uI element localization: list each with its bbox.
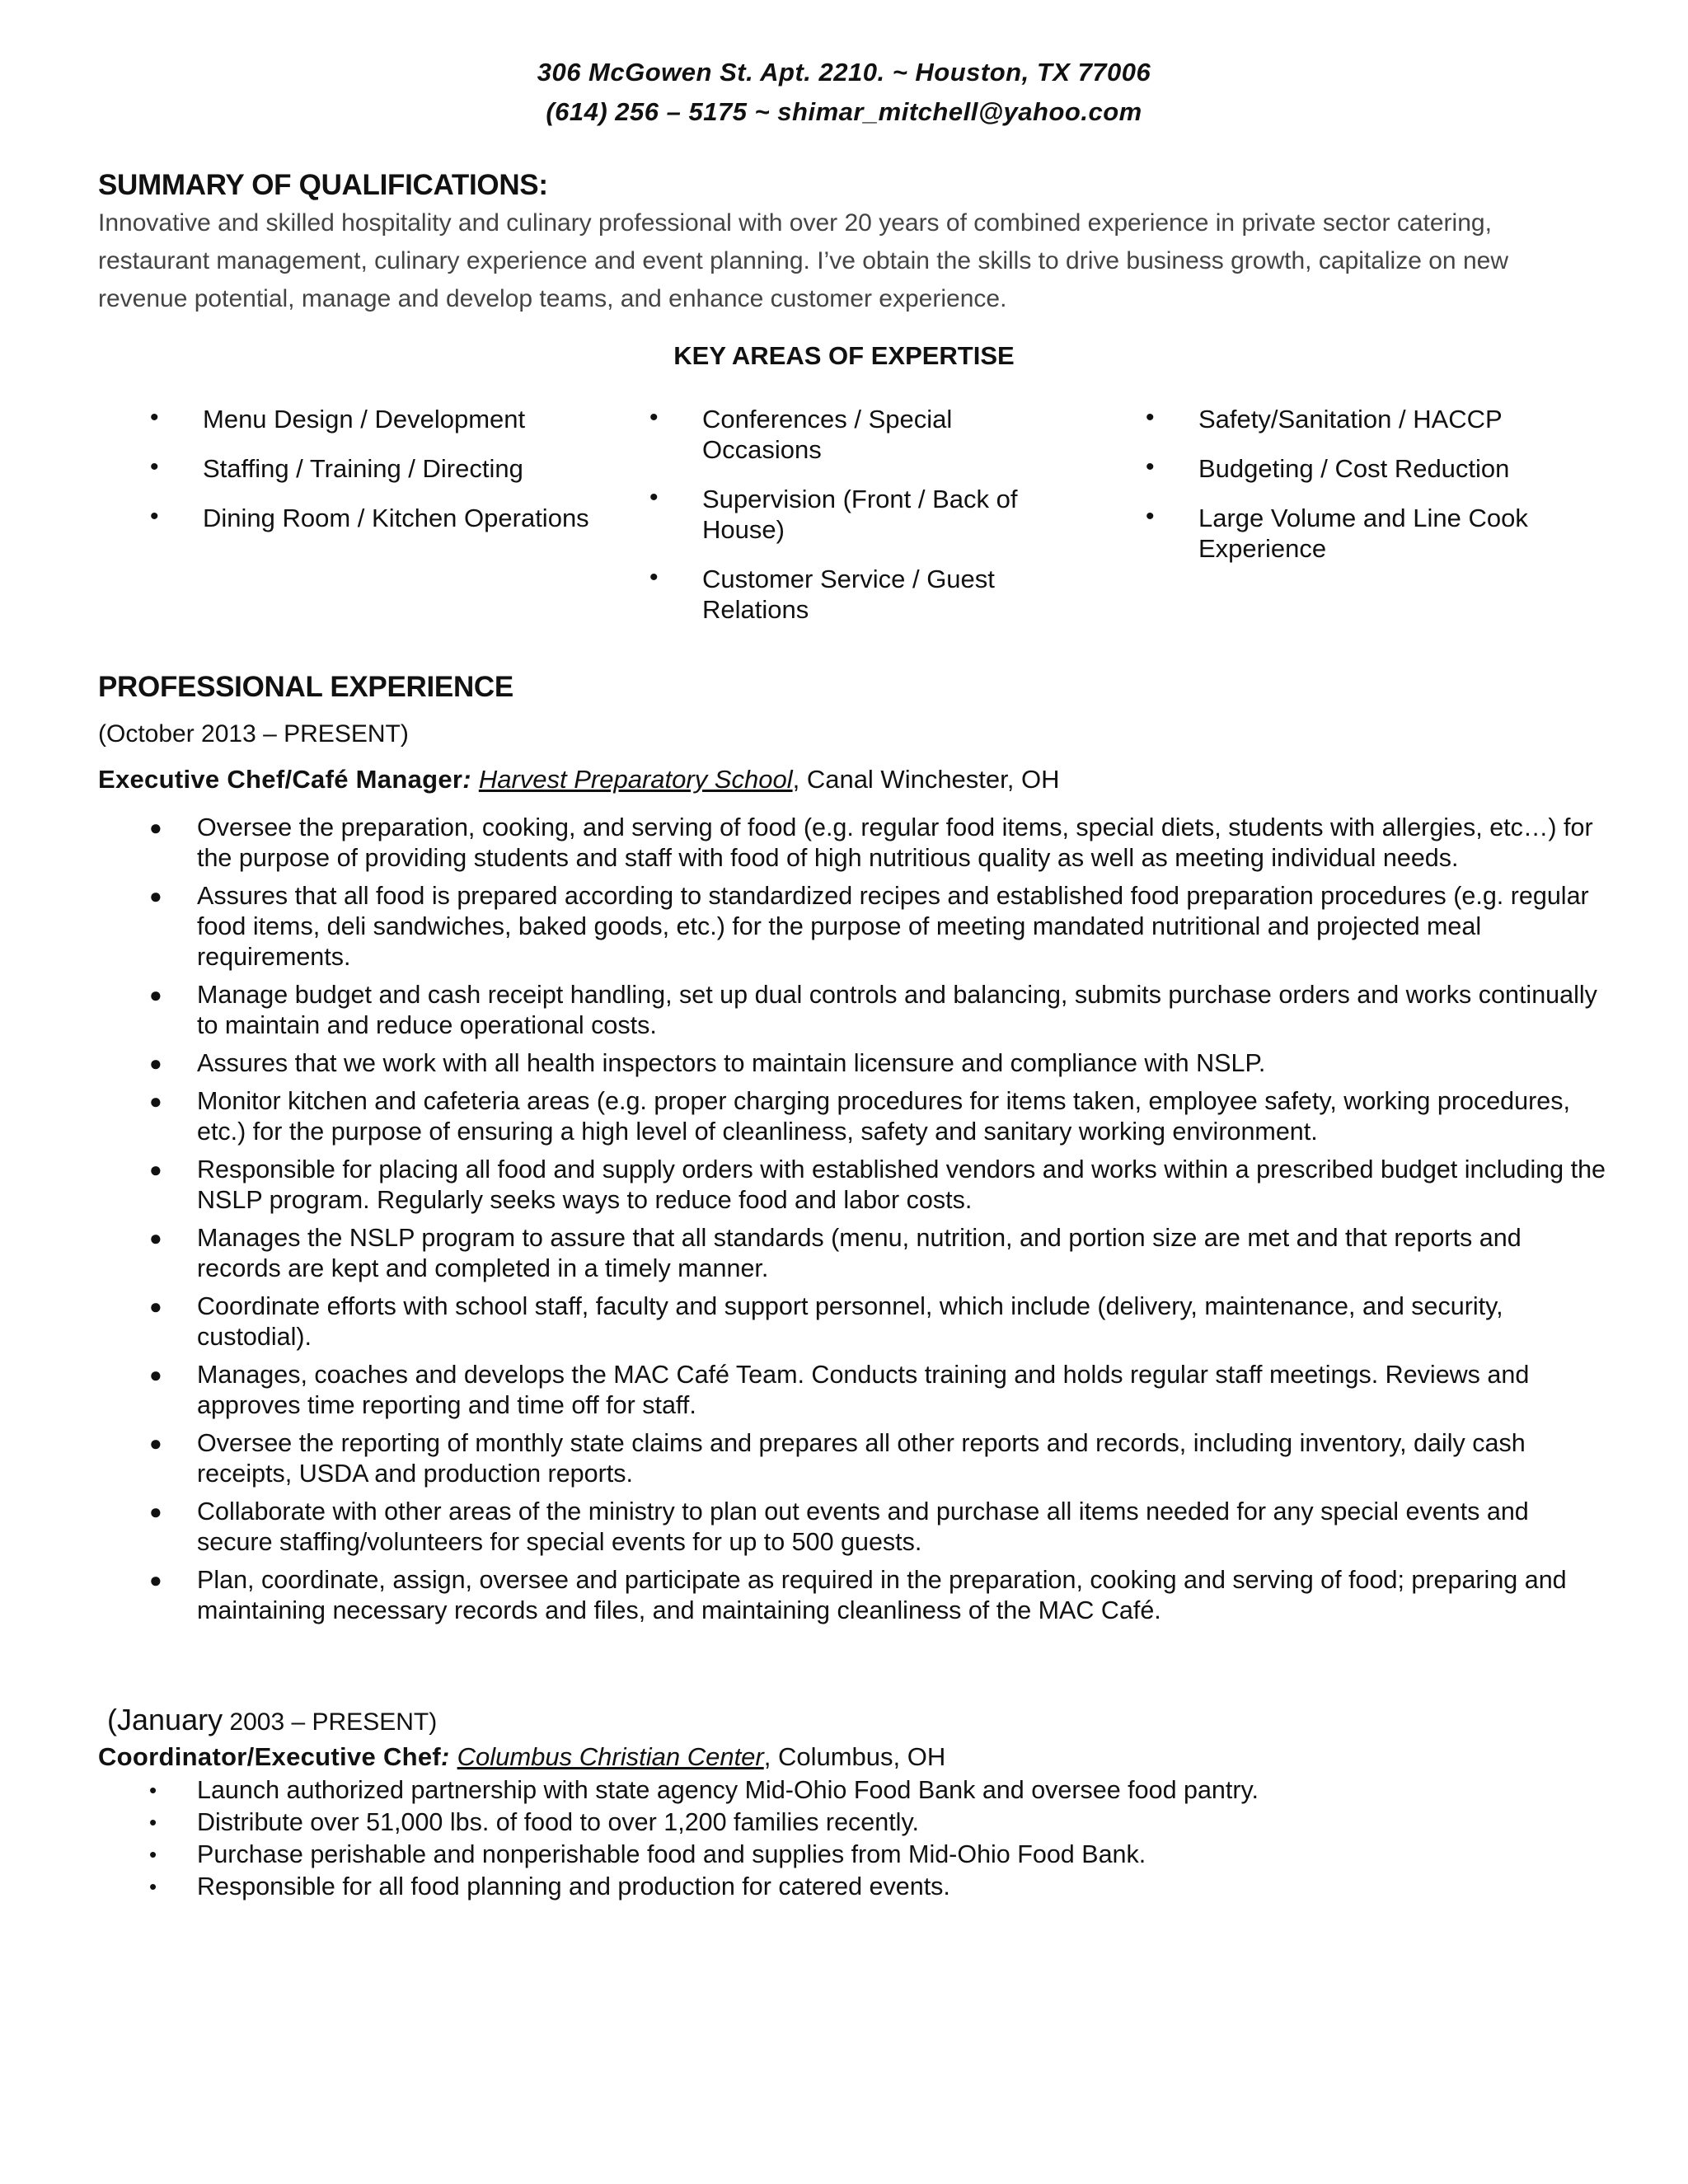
bullet-icon: • <box>649 484 659 511</box>
job2-title: Coordinator/Executive Chef <box>98 1742 442 1771</box>
expertise-item: • Dining Room / Kitchen Operations <box>150 503 589 532</box>
duty-item: • Responsible for all food planning and production for catered events. <box>149 1872 950 1900</box>
bullet-icon: • <box>149 1778 157 1802</box>
job2-role: Coordinator/Executive Chef: Columbus Christian Center, Columbus, OH <box>98 1742 946 1771</box>
duty-item: ● Plan, coordinate, assign, oversee and participate as required in the preparation, cooking and serving of food; preparing and maintaining necessary records and files, and maintaining cleanliness of the MAC Café. <box>149 1566 1567 1624</box>
expertise-heading: KEY AREAS OF EXPERTISE <box>673 341 1015 370</box>
bullet-icon: ● <box>149 1499 162 1524</box>
expertise-item: • Large Volume and Line Cook Experience <box>1146 503 1528 563</box>
expertise-item: • Safety/Sanitation / HACCP <box>1146 404 1503 434</box>
bullet-icon: ● <box>149 1226 162 1250</box>
bullet-icon: • <box>150 404 159 431</box>
bullet-icon: ● <box>149 1431 162 1455</box>
job2-organization: Columbus Christian Center <box>457 1742 764 1771</box>
job1-location: , Canal Winchester, OH <box>792 765 1060 794</box>
bullet-icon: ● <box>149 1089 162 1113</box>
expertise-column-1 <box>150 404 612 552</box>
duty-item: ● Assures that all food is prepared according to standardized recipes and established food preparation procedures (e.g. regular food items, deli sandwiches, baked goods, etc.) for the purpose of meeting mandated nutritional and projected meal requirements. <box>149 882 1589 971</box>
expertise-item: • Supervision (Front / Back of House) <box>649 484 1018 544</box>
bullet-icon: • <box>150 503 159 530</box>
bullet-icon: ● <box>149 1157 162 1182</box>
duty-item: ● Responsible for placing all food and supply orders with established vendors and works within a prescribed budget including the NSLP program. Regularly seeks ways to reduce food and labor costs. <box>149 1155 1606 1214</box>
job1-role: Executive Chef/Café Manager: Harvest Preparatory School, Canal Winchester, OH <box>98 765 1060 794</box>
expertise-column-3 <box>1146 404 1607 583</box>
bullet-icon: ● <box>149 1568 162 1592</box>
contact-phone-email: (614) 256 – 5175 ~ shimar_mitchell@yahoo.com <box>546 97 1142 126</box>
summary-text <box>98 204 1598 318</box>
duty-item: • Distribute over 51,000 lbs. of food to over 1,200 families recently. <box>149 1808 919 1836</box>
bullet-icon: • <box>649 404 659 431</box>
bullet-icon: • <box>1146 503 1155 530</box>
duty-item: ● Coordinate efforts with school staff, faculty and support personnel, which include (delivery, maintenance, and security, custodial). <box>149 1292 1503 1351</box>
job1-organization: Harvest Preparatory School <box>478 765 793 794</box>
duty-item: • Launch authorized partnership with state agency Mid-Ohio Food Bank and oversee food pantry. <box>149 1776 1259 1804</box>
bullet-icon: ● <box>149 883 162 908</box>
duty-item: • Purchase perishable and nonperishable food and supplies from Mid-Ohio Food Bank. <box>149 1840 1146 1868</box>
experience-heading: PROFESSIONAL EXPERIENCE <box>98 671 513 703</box>
bullet-icon: ● <box>149 1051 162 1076</box>
contact-address: 306 McGowen St. Apt. 2210. ~ Houston, TX 77006 <box>537 58 1151 87</box>
job2-duties <box>98 1775 1606 1904</box>
duty-item: ● Manages, coaches and develops the MAC Café Team. Conducts training and holds regular staff meetings. Reviews and approves time reporting and time off for staff. <box>149 1361 1530 1419</box>
bullet-icon: • <box>150 453 159 480</box>
duty-item: ● Assures that we work with all health inspectors to maintain licensure and compliance with NSLP. <box>149 1049 1266 1077</box>
bullet-icon: ● <box>149 815 162 840</box>
expertise-item: • Conferences / Special Occasions <box>649 404 953 464</box>
expertise-item: • Budgeting / Cost Reduction <box>1146 453 1510 483</box>
bullet-icon: ● <box>149 1294 162 1319</box>
bullet-icon: • <box>1146 404 1155 431</box>
bullet-icon: • <box>149 1874 157 1899</box>
duty-item: ● Oversee the reporting of monthly state claims and prepares all other reports and records, including inventory, daily cash receipts, USDA and production reports. <box>149 1429 1526 1488</box>
bullet-icon: ● <box>149 982 162 1007</box>
job1-duties <box>98 813 1606 1633</box>
expertise-item: • Customer Service / Guest Relations <box>649 564 995 624</box>
expertise-item: • Menu Design / Development <box>150 404 526 434</box>
job2-location: , Columbus, OH <box>763 1742 946 1771</box>
duty-item: ● Manage budget and cash receipt handling, set up dual controls and balancing, submits purchase orders and works continually to maintain and reduce operational costs. <box>149 981 1597 1039</box>
bullet-icon: • <box>149 1842 157 1867</box>
bullet-icon: • <box>649 564 659 591</box>
bullet-icon: ● <box>149 1362 162 1387</box>
bullet-icon: • <box>149 1810 157 1835</box>
duty-item: ● Manages the NSLP program to assure that all standards (menu, nutrition, and portion size are met and that reports and records are kept and completed in a timely manner. <box>149 1224 1522 1282</box>
expertise-item: • Staffing / Training / Directing <box>150 453 523 483</box>
duty-item: ● Collaborate with other areas of the ministry to plan out events and purchase all items needed for any special events and secure staffing/volunteers for special events for up to 500 guests. <box>149 1497 1529 1556</box>
expertise-column-2 <box>649 404 1078 644</box>
summary-paragraph: Innovative and skilled hospitality and culinary professional with over 20 years of combined experience in private sector catering, restaurant management, culinary experience and event planning. I’ve obtain the skills to drive business growth, capitalize on new revenue potential, manage and develop teams, and enhance customer experience. <box>98 209 1508 312</box>
job2-dates: (January 2003 – PRESENT) <box>107 1703 438 1736</box>
duty-item: ● Monitor kitchen and cafeteria areas (e.g. proper charging procedures for items taken, employee safety, working procedures, etc.) for the purpose of ensuring a high level of cleanliness, safety and sanitary working environment. <box>149 1087 1570 1146</box>
duty-item: ● Oversee the preparation, cooking, and serving of food (e.g. regular food items, special diets, students with allergies, etc…) for the purpose of providing students and staff with food of high nutritious quality as well as meeting individual needs. <box>149 813 1593 872</box>
job1-title: Executive Chef/Café Manager <box>98 765 463 794</box>
summary-heading: SUMMARY OF QUALIFICATIONS: <box>98 169 548 201</box>
bullet-icon: • <box>1146 453 1155 480</box>
job1-dates: (October 2013 – PRESENT) <box>98 720 409 748</box>
